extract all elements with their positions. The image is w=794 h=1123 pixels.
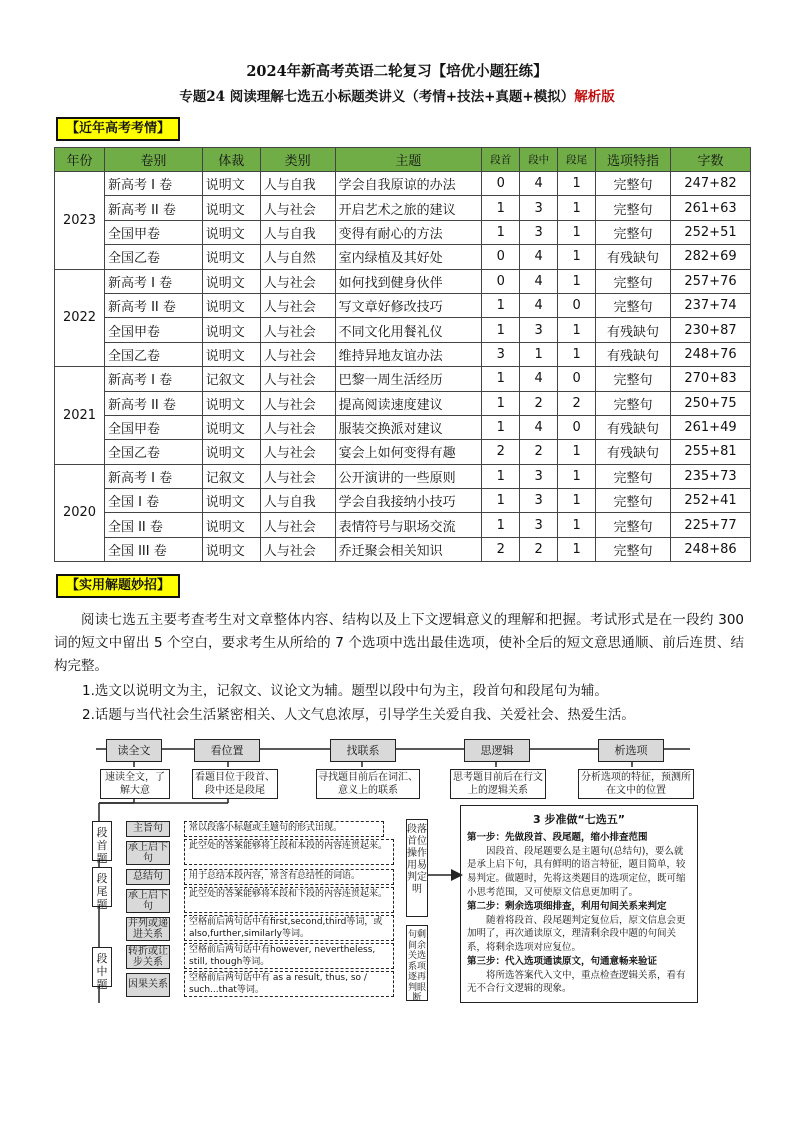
- table-cell: 261+63: [670, 196, 750, 220]
- year-cell: 2020: [55, 464, 105, 562]
- table-cell: 230+87: [670, 318, 750, 342]
- table-cell: 维持异地友谊办法: [335, 342, 482, 366]
- table-cell: 1: [482, 464, 520, 488]
- table-cell: 人与社会: [260, 415, 335, 439]
- table-cell: 1: [558, 464, 596, 488]
- table-row: [55, 367, 751, 391]
- table-cell: 3: [520, 489, 558, 513]
- table-cell: 说明文: [202, 513, 260, 537]
- table-cell: 2: [520, 391, 558, 415]
- table-cell: 有残缺句: [596, 245, 671, 269]
- table-cell: 宴会上如何变得有趣: [335, 440, 482, 464]
- table-cell: 室内绿植及其好处: [335, 245, 482, 269]
- row-label: 主旨句: [126, 821, 170, 837]
- table-cell: 人与社会: [260, 293, 335, 317]
- table-cell: 人与社会: [260, 391, 335, 415]
- table-cell: 记叙文: [202, 464, 260, 488]
- table-cell: 1: [482, 367, 520, 391]
- table-cell: 1: [558, 245, 596, 269]
- point-1: 1.选文以说明文为主，记叙文、议论文为辅。题型以段中句为主，段首句和段尾句为辅。: [82, 683, 608, 699]
- table-row: [55, 172, 751, 196]
- col-header: 字数: [670, 148, 750, 172]
- desc-options: 分析选项的特征，预测所在文中的位置: [578, 769, 694, 799]
- table-row: [55, 464, 751, 488]
- col-header: 段中: [520, 148, 558, 172]
- table-cell: 新高考 I 卷: [104, 172, 202, 196]
- col-header: 主题: [335, 148, 482, 172]
- step-head-options: 析选项: [598, 739, 664, 762]
- row-label: 转折或让步关系: [128, 945, 168, 968]
- table-cell: 说明文: [202, 537, 260, 561]
- table-cell: 完整句: [596, 269, 671, 293]
- table-cell: 说明文: [202, 391, 260, 415]
- table-cell: 写文章好修改技巧: [335, 293, 482, 317]
- table-cell: 0: [558, 415, 596, 439]
- table-cell: 全国乙卷: [104, 245, 202, 269]
- table-cell: 3: [520, 464, 558, 488]
- table-cell: 说明文: [202, 196, 260, 220]
- table-cell: 0: [482, 245, 520, 269]
- table-cell: 0: [482, 172, 520, 196]
- table-cell: 说明文: [202, 318, 260, 342]
- table-cell: 完整句: [596, 513, 671, 537]
- table-cell: 提高阅读速度建议: [335, 391, 482, 415]
- table-cell: 变得有耐心的方法: [335, 220, 482, 244]
- row-text: 空格前后两句话中有 as a result, thus, so / such...that等词。: [184, 971, 394, 997]
- table-cell: 1: [558, 513, 596, 537]
- table-row: [55, 537, 751, 561]
- table-cell: 说明文: [202, 440, 260, 464]
- table-cell: 248+76: [670, 342, 750, 366]
- table-cell: 有残缺句: [596, 415, 671, 439]
- table-cell: 新高考 II 卷: [104, 196, 202, 220]
- table-cell: 2: [482, 537, 520, 561]
- table-body: [55, 172, 751, 562]
- table-cell: 3: [482, 342, 520, 366]
- table-cell: 4: [520, 172, 558, 196]
- table-cell: 235+73: [670, 464, 750, 488]
- table-cell: 270+83: [670, 367, 750, 391]
- table-cell: 4: [520, 293, 558, 317]
- table-cell: 1: [482, 220, 520, 244]
- table-cell: 人与社会: [260, 318, 335, 342]
- table-cell: 如何找到健身伙伴: [335, 269, 482, 293]
- table-cell: 人与社会: [260, 440, 335, 464]
- pos-first: 段首题: [92, 821, 112, 861]
- table-cell: 1: [520, 342, 558, 366]
- row-label: 总结句: [126, 869, 170, 885]
- table-cell: 237+74: [670, 293, 750, 317]
- row-label: 因果关系: [126, 973, 170, 997]
- table-cell: 公开演讲的一些原则: [335, 464, 482, 488]
- step2-text: 随着将段首、段尾题判定复位后，原文信息会更加明了，再次通读原文，理清剩余段中题的句间关系，将剩余选项对应复位。: [467, 914, 686, 954]
- table-cell: 说明文: [202, 245, 260, 269]
- step3-heading: 第三步：代入选项通读原文，句通意畅来验证: [467, 955, 658, 967]
- table-cell: 250+75: [670, 391, 750, 415]
- table-cell: 说明文: [202, 220, 260, 244]
- table-cell: 257+76: [670, 269, 750, 293]
- intro-paragraph: 阅读七选五主要考查考生对文章整体内容、结构以及上下文逻辑意义的理解和把握。考试形式是在一段约 300 词的短文中留出 5 个空白，要求考生从所给的 7 个选项中选出最佳选项，使补全后的短文意思通顺、前后连贯、结构完整。: [54, 612, 744, 674]
- document-subtitle: [0, 85, 794, 105]
- step-head-position: 看位置: [194, 739, 260, 762]
- table-cell: 3: [520, 220, 558, 244]
- table-cell: 3: [520, 196, 558, 220]
- exam-stats-table: [54, 147, 751, 562]
- step3-text: 将所选答案代入文中，重点检查逻辑关系，看有无不合行文逻辑的现象。: [467, 969, 686, 995]
- table-cell: 4: [520, 269, 558, 293]
- year-cell: 2023: [55, 172, 105, 270]
- row-label: 并列或递进关系: [128, 917, 168, 940]
- row-text: 此空处的答案能够将本段和下段的内容连贯起来。: [184, 887, 394, 913]
- table-cell: 282+69: [670, 245, 750, 269]
- table-cell: 全国乙卷: [104, 440, 202, 464]
- row-text: 空格前后两句话中有first,second,third等词，或also,further,similarly等词。: [184, 915, 394, 941]
- table-cell: 全国 III 卷: [104, 537, 202, 561]
- table-cell: 新高考 II 卷: [104, 293, 202, 317]
- table-cell: 有残缺句: [596, 318, 671, 342]
- table-cell: 学会自我接纳小技巧: [335, 489, 482, 513]
- table-cell: 表情符号与职场交流: [335, 513, 482, 537]
- row-text: 常以段落小标题或主题句的形式出现。: [184, 821, 384, 837]
- table-cell: 乔迁聚会相关知识: [335, 537, 482, 561]
- table-cell: 252+51: [670, 220, 750, 244]
- table-cell: 完整句: [596, 391, 671, 415]
- section-tag-practical: 【实用解题妙招】: [56, 574, 180, 598]
- table-header-row: [55, 148, 751, 172]
- table-cell: 1: [482, 513, 520, 537]
- table-cell: 全国甲卷: [104, 318, 202, 342]
- table-cell: 人与社会: [260, 196, 335, 220]
- desc-read: 速读全文，了解大意: [100, 769, 170, 799]
- table-cell: 人与社会: [260, 513, 335, 537]
- table-row: [55, 318, 751, 342]
- table-cell: 4: [520, 367, 558, 391]
- table-cell: 人与社会: [260, 367, 335, 391]
- table-cell: 1: [482, 489, 520, 513]
- table-cell: 完整句: [596, 172, 671, 196]
- table-cell: 说明文: [202, 269, 260, 293]
- table-cell: 人与社会: [260, 464, 335, 488]
- table-cell: 说明文: [202, 172, 260, 196]
- col-header: 选项特指: [596, 148, 671, 172]
- row-text: 用于总结本段内容，常含有总结性的词语。: [184, 869, 394, 885]
- table-cell: 3: [520, 318, 558, 342]
- steps-title: 3 步准做“七选五”: [533, 813, 625, 826]
- table-row: [55, 440, 751, 464]
- row-text: 此空处的答案能够将上段和本段的内容连贯起来。: [184, 839, 394, 865]
- table-cell: 全国 I 卷: [104, 489, 202, 513]
- table-cell: 说明文: [202, 415, 260, 439]
- table-cell: 1: [558, 196, 596, 220]
- row-text: 空格前后两句话中有however, nevertheless, still, though等词。: [184, 943, 394, 969]
- table-cell: 完整句: [596, 489, 671, 513]
- table-cell: 新高考 I 卷: [104, 269, 202, 293]
- table-row: [55, 489, 751, 513]
- table-row: [55, 513, 751, 537]
- table-cell: 说明文: [202, 342, 260, 366]
- table-cell: 新高考 II 卷: [104, 391, 202, 415]
- table-cell: 255+81: [670, 440, 750, 464]
- table-cell: 完整句: [596, 293, 671, 317]
- year-cell: 2022: [55, 269, 105, 367]
- table-cell: 1: [558, 318, 596, 342]
- table-cell: 巴黎一周生活经历: [335, 367, 482, 391]
- col-header: 类别: [260, 148, 335, 172]
- section-tag-history: 【近年高考考情】: [56, 117, 180, 141]
- table-cell: 记叙文: [202, 367, 260, 391]
- col-header: 体裁: [202, 148, 260, 172]
- v-label-first-last: 段落首位操作用易判定明: [406, 819, 428, 917]
- table-cell: 说明文: [202, 489, 260, 513]
- table-cell: 1: [558, 269, 596, 293]
- table-cell: 1: [482, 318, 520, 342]
- step1-text: 因段首、段尾题要么是主题句(总结句)，要么就是承上启下句，具有鲜明的语言特征，题目简单，较易判定。做题时，先将这类题目的选项定位，既可缩小思考范围，又可使原文信息更加明了。: [467, 845, 686, 898]
- three-steps-box: [460, 805, 698, 1003]
- table-cell: 服装交换派对建议: [335, 415, 482, 439]
- table-cell: 1: [482, 415, 520, 439]
- table-cell: 新高考 I 卷: [104, 367, 202, 391]
- strategy-diagram: [84, 735, 700, 1003]
- document-title: 2024年新高考英语二轮复习【培优小题狂练】: [246, 63, 548, 80]
- table-row: [55, 415, 751, 439]
- col-header: 年份: [55, 148, 105, 172]
- v-label-middle: 句剩间余关选系项逐再判眼断: [406, 925, 428, 1001]
- table-cell: 4: [520, 415, 558, 439]
- table-cell: 0: [558, 293, 596, 317]
- table-cell: 全国甲卷: [104, 220, 202, 244]
- table-cell: 1: [558, 342, 596, 366]
- table-cell: 248+86: [670, 537, 750, 561]
- desc-logic: 思考题目前后在行文上的逻辑关系: [450, 769, 546, 799]
- table-cell: 学会自我原谅的办法: [335, 172, 482, 196]
- table-cell: 完整句: [596, 464, 671, 488]
- table-cell: 3: [520, 513, 558, 537]
- table-cell: 人与社会: [260, 269, 335, 293]
- table-cell: 1: [558, 220, 596, 244]
- step2-heading: 第二步：剩余选项细排查，利用句间关系来判定: [467, 900, 667, 912]
- table-cell: 225+77: [670, 513, 750, 537]
- table-cell: 人与自然: [260, 245, 335, 269]
- step-head-read: 读全文: [106, 739, 162, 762]
- pos-last: 段尾题: [92, 867, 112, 907]
- year-cell: 2021: [55, 367, 105, 465]
- table-cell: 有残缺句: [596, 440, 671, 464]
- table-row: [55, 293, 751, 317]
- table-cell: 1: [558, 537, 596, 561]
- table-cell: 人与社会: [260, 342, 335, 366]
- table-cell: 有残缺句: [596, 342, 671, 366]
- table-row: [55, 196, 751, 220]
- step-head-link: 找联系: [330, 739, 396, 762]
- table-cell: 完整句: [596, 196, 671, 220]
- col-header: 段尾: [558, 148, 596, 172]
- desc-link: 寻找题目前后在词汇、意义上的联系: [316, 769, 420, 799]
- table-cell: 完整句: [596, 367, 671, 391]
- step-head-logic: 思逻辑: [464, 739, 530, 762]
- table-row: [55, 391, 751, 415]
- subtitle-main: 专题24 阅读理解七选五小标题类讲义（考情+技法+真题+模拟）: [179, 89, 575, 105]
- table-cell: 261+49: [670, 415, 750, 439]
- table-row: [55, 269, 751, 293]
- table-cell: 人与社会: [260, 537, 335, 561]
- table-cell: 2: [482, 440, 520, 464]
- table-cell: 说明文: [202, 293, 260, 317]
- table-row: [55, 245, 751, 269]
- table-cell: 1: [558, 489, 596, 513]
- table-cell: 人与自我: [260, 489, 335, 513]
- table-cell: 2: [520, 537, 558, 561]
- row-label: 承上启下句: [128, 889, 168, 912]
- table-cell: 0: [558, 367, 596, 391]
- col-header: 卷别: [104, 148, 202, 172]
- step1-heading: 第一步：先做段首、段尾题，缩小排查范围: [467, 831, 648, 843]
- pos-mid: 段中题: [92, 947, 112, 987]
- point-2: 2.话题与当代社会生活紧密相关、人文气息浓厚，引导学生关爱自我、关爱社会、热爱生活。: [82, 707, 635, 723]
- table-cell: 全国甲卷: [104, 415, 202, 439]
- table-row: [55, 342, 751, 366]
- table-cell: 全国 II 卷: [104, 513, 202, 537]
- table-cell: 人与自我: [260, 172, 335, 196]
- table-cell: 开启艺术之旅的建议: [335, 196, 482, 220]
- table-cell: 1: [482, 391, 520, 415]
- table-cell: 0: [482, 269, 520, 293]
- row-label: 承上启下句: [128, 841, 168, 864]
- table-cell: 全国乙卷: [104, 342, 202, 366]
- table-cell: 1: [558, 440, 596, 464]
- table-cell: 2: [520, 440, 558, 464]
- table-cell: 不同文化用餐礼仪: [335, 318, 482, 342]
- col-header: 段首: [482, 148, 520, 172]
- subtitle-edition: 解析版: [574, 89, 615, 105]
- table-cell: 1: [482, 293, 520, 317]
- desc-position: 看题目位于段首、段中还是段尾: [192, 769, 278, 799]
- table-cell: 人与自我: [260, 220, 335, 244]
- table-cell: 4: [520, 245, 558, 269]
- table-cell: 1: [482, 196, 520, 220]
- table-cell: 252+41: [670, 489, 750, 513]
- table-cell: 完整句: [596, 537, 671, 561]
- table-cell: 完整句: [596, 220, 671, 244]
- table-cell: 新高考 I 卷: [104, 464, 202, 488]
- table-cell: 2: [558, 391, 596, 415]
- table-cell: 1: [558, 172, 596, 196]
- table-row: [55, 220, 751, 244]
- table-cell: 247+82: [670, 172, 750, 196]
